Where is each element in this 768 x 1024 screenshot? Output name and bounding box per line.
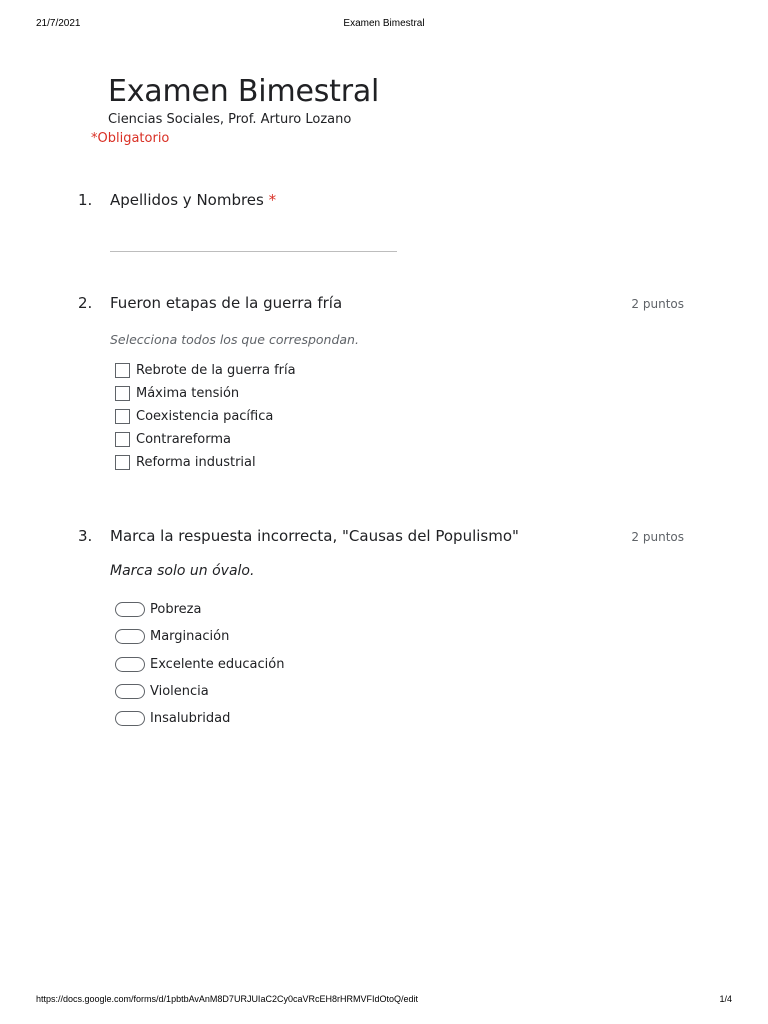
form-description: Ciencias Sociales, Prof. Arturo Lozano <box>108 112 352 127</box>
radio-option[interactable] <box>115 709 230 727</box>
required-asterisk: * <box>268 191 277 209</box>
required-note: *Obligatorio <box>91 131 170 146</box>
question-3-number: 3. <box>78 527 93 545</box>
checkbox-option-label: Contrareforma <box>136 431 232 447</box>
answer-field-name[interactable] <box>110 251 397 252</box>
print-title: Examen Bimestral <box>343 18 425 29</box>
checkbox-option-label: Reforma industrial <box>136 454 256 470</box>
checkbox[interactable] <box>115 432 130 447</box>
radio-option[interactable] <box>115 627 229 645</box>
checkbox[interactable] <box>115 386 130 401</box>
print-url: https://docs.google.com/forms/d/1pbtbAvAnM8D7URJUIaC2Cy0caVRcEH8rHRMVFIdOtoQ/edit <box>36 994 418 1004</box>
radio-option[interactable] <box>115 600 201 618</box>
question-1-label: Apellidos y Nombres <box>110 191 264 209</box>
radio-oval[interactable] <box>115 629 145 644</box>
print-header <box>0 18 768 32</box>
radio-oval[interactable] <box>115 711 145 726</box>
checkbox-option[interactable] <box>115 407 273 425</box>
question-2-text: Fueron etapas de la guerra fría <box>110 294 343 312</box>
checkbox-option[interactable] <box>115 384 239 402</box>
checkbox[interactable] <box>115 455 130 470</box>
question-3-points: 2 puntos <box>631 530 684 544</box>
question-2-number: 2. <box>78 294 93 312</box>
question-1-text <box>110 191 276 209</box>
question-2-hint: Selecciona todos los que correspondan. <box>110 332 359 347</box>
radio-option[interactable] <box>115 682 209 700</box>
checkbox-option-label: Máxima tensión <box>136 385 240 401</box>
radio-option[interactable] <box>115 655 284 673</box>
question-1-number: 1. <box>78 191 93 209</box>
checkbox-option[interactable] <box>115 430 231 448</box>
radio-oval[interactable] <box>115 602 145 617</box>
checkbox-option-label: Rebrote de la guerra fría <box>136 362 296 378</box>
form-title: Examen Bimestral <box>108 74 380 109</box>
radio-option-label: Marginación <box>150 628 230 644</box>
radio-option-label: Insalubridad <box>150 710 231 726</box>
radio-option-label: Pobreza <box>150 601 202 617</box>
print-date: 21/7/2021 <box>36 18 81 29</box>
radio-oval[interactable] <box>115 657 145 672</box>
radio-option-label: Excelente educación <box>150 656 285 672</box>
radio-oval[interactable] <box>115 684 145 699</box>
checkbox[interactable] <box>115 409 130 424</box>
checkbox-option[interactable] <box>115 453 256 471</box>
question-2-points: 2 puntos <box>631 297 684 311</box>
question-3-text: Marca la respuesta incorrecta, "Causas del Populismo" <box>110 527 519 545</box>
checkbox-option-label: Coexistencia pacífica <box>136 408 274 424</box>
question-3-hint: Marca solo un óvalo. <box>110 563 255 579</box>
checkbox-option[interactable] <box>115 361 296 379</box>
checkbox[interactable] <box>115 363 130 378</box>
radio-option-label: Violencia <box>150 683 209 699</box>
page-number: 1/4 <box>719 994 732 1004</box>
